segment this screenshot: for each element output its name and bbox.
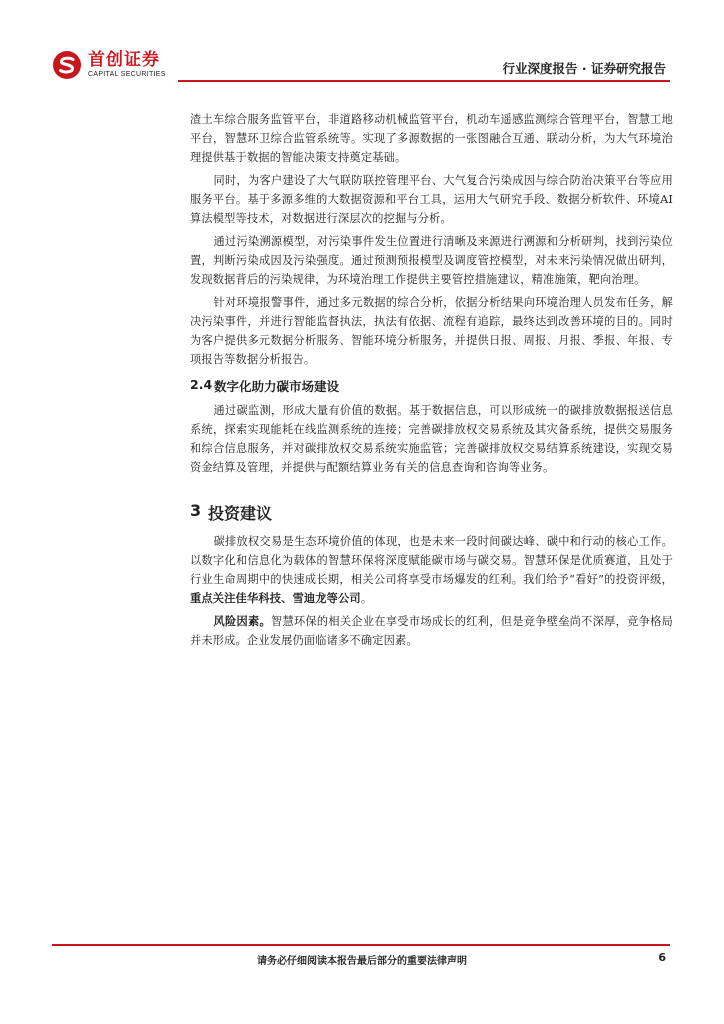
paragraph-2: 同时，为客户建设了大气联防联控管理平台、大气复合污染成因与综合防治决策平台等应用服务平台。基于多源多维的大数据资源和平台工具，运用大气研究手段、数据分析软件、环境AI算法模型等技术，对数据进行深层次的挖掘与分析。 [190,174,673,225]
legal-disclaimer: 请务必仔细阅读本报告最后部分的重要法律声明 [257,956,467,967]
section-2-4-heading [190,377,673,395]
page-number: 6 [658,951,666,964]
report-type-title: 行业深度报告 · 证券研究报告 [502,61,666,76]
paragraph-5: 通过碳监测，形成大量有价值的数据。基于数据信息，可以形成统一的碳排放数据报送信息系统，探索实现能耗在线监测系统的连接；完善碳排放权交易系统及其灾备系统，提供交易服务和综合信息服务，并对碳排放权交易系统实施监管；完善碳排放权交易结算系统建设，实现交易资金结算及管理，并提供与配额结算业务有关的信息查询和咨询等业务。 [190,404,673,474]
section-3-heading [190,501,673,524]
section-number: 3 [190,501,202,520]
logo-s-icon [52,50,82,80]
paragraph-risk [190,612,673,650]
paragraph-1: 渣土车综合服务监管平台，非道路移动机械监管平台，机动车遥感监测综合管理平台，智慧工地平台，智慧环卫综合监管系统等。实现了多源数据的一张图融合互通、联动分析，为大气环境治理提供基于数据的智能决策支持奠定基础。 [190,113,673,164]
logo-english-name: CAPITAL SECURITIES [88,71,166,78]
risk-text: 智慧环保的相关企业在享受市场成长的红利，但是竞争壁垒尚不深厚，竞争格局并未形成。企业发展仍面临诸多不确定因素。 [190,615,673,647]
logo-chinese-name: 首创证券 [88,50,160,70]
report-body [190,110,673,654]
section-title: 数字化助力碳市场建设 [214,379,340,394]
investment-text: 碳排放权交易是生态环境价值的体现，也是未来一段时间碳达峰、碳中和行动的核心工作。以数字化和信息化为载体的智慧环保将深度赋能碳市场与碳交易。智慧环保是优质赛道，且处于行业生命周期中的快速成长期，相关公司将享受市场爆发的红利。我们给予“看好”的投资评级， [190,535,673,586]
investment-end: 。 [360,592,373,605]
page-header [0,0,724,90]
paragraph-3: 通过污染溯源模型，对污染事件发生位置进行清晰及来源进行溯源和分析研判，找到污染位置，判断污染成因及污染强度。通过预测预报模型及调度管控模型，对未来污染情况做出研判，发现数据背后的污染规律，为环境治理工作提供主要管控措施建议，精准施策，靶向治理。 [190,235,673,286]
paragraph-investment [190,532,673,608]
key-companies: 重点关注佳华科技、雪迪龙等公司 [190,592,361,605]
section-title: 投资建议 [208,504,273,523]
section-number: 2.4 [190,377,213,392]
header-divider [178,80,670,82]
company-logo [52,50,166,80]
paragraph-4: 针对环境报警事件，通过多元数据的综合分析，依据分析结果向环境治理人员发布任务，解决污染事件，并进行智能监督执法，执法有依据、流程有追踪，最终达到改善环境的目的。同时为客户提供多元数据分析服务、智能环境分析服务，并提供日报、周报、月报、季报、年报、专项报告等数据分析报告。 [190,296,673,366]
risk-label: 风险因素。 [213,615,271,628]
footer-divider [52,944,670,946]
